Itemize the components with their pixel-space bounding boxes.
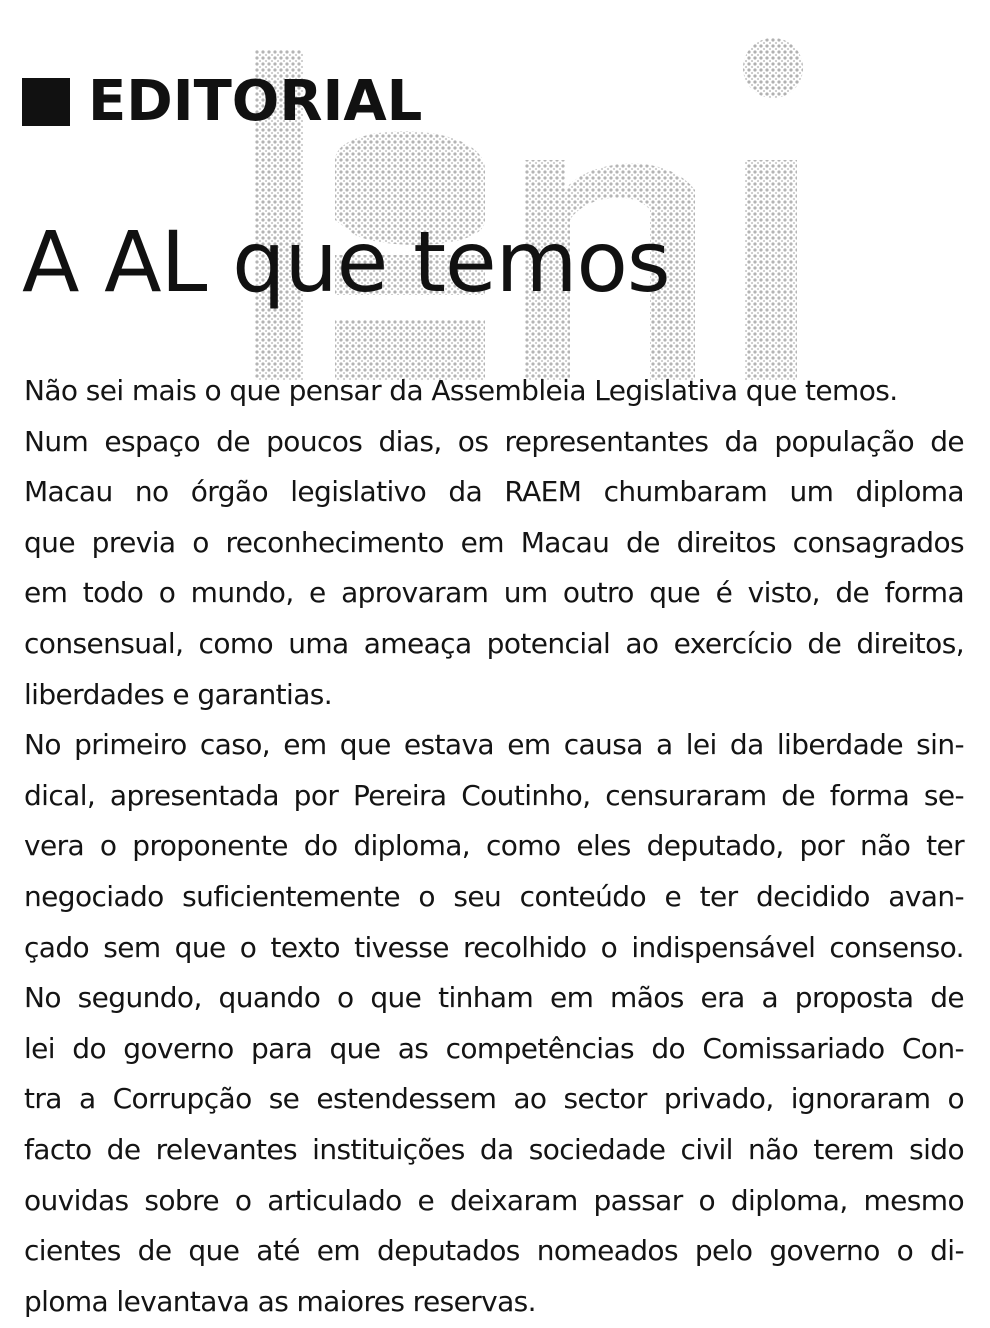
body-line: em todo o mundo, e aprovaram um outro que é visto, de forma <box>24 576 964 610</box>
body-line: que previa o reconhecimento em Macau de direitos consagrados <box>24 525 964 559</box>
body-line: ploma levantava as maiores reservas. <box>24 1284 536 1318</box>
body-line: tra a Corrupção se estendessem ao sector privado, ignoraram o <box>24 1082 964 1116</box>
body-line: facto de relevantes instituições da sociedade civil não terem sido <box>24 1132 964 1166</box>
body-line: cientes de que até em deputados nomeados pelo governo o di- <box>24 1234 964 1268</box>
article-body <box>24 366 964 1327</box>
body-line: Macau no órgão legislativo da RAEM chumbaram um diploma <box>24 475 964 509</box>
body-line: lei do governo para que as competências do Comissariado Con- <box>24 1031 964 1065</box>
body-line: No primeiro caso, em que estava em causa a lei da liberdade sin- <box>24 728 964 762</box>
body-line: consensual, como uma ameaça potencial ao exercício de direitos, <box>24 626 964 660</box>
body-line: Não sei mais o que pensar da Assembleia Legislativa que temos. <box>24 374 898 407</box>
body-line: vera o proponente do diploma, como eles deputado, por não ter <box>24 829 964 863</box>
body-line: liberdades e garantias. <box>24 677 333 711</box>
body-line: negociado suficientemente o seu conteúdo e ter decidido avan- <box>24 879 964 913</box>
section-label: EDITORIAL <box>88 69 423 134</box>
headline: A AL que temos <box>22 213 670 311</box>
body-line: çado sem que o texto tivesse recolhido o indispensável consenso. <box>24 930 964 964</box>
body-line: No segundo, quando o que tinham em mãos era a proposta de <box>24 981 964 1015</box>
section-header <box>22 70 422 134</box>
section-marker-square <box>22 78 70 126</box>
body-line: dical, apresentada por Pereira Coutinho, censuraram de forma se- <box>24 778 964 812</box>
body-line: Num espaço de poucos dias, os representantes da população de <box>24 424 964 458</box>
body-line: ouvidas sobre o articulado e deixaram passar o diploma, mesmo <box>24 1183 964 1217</box>
